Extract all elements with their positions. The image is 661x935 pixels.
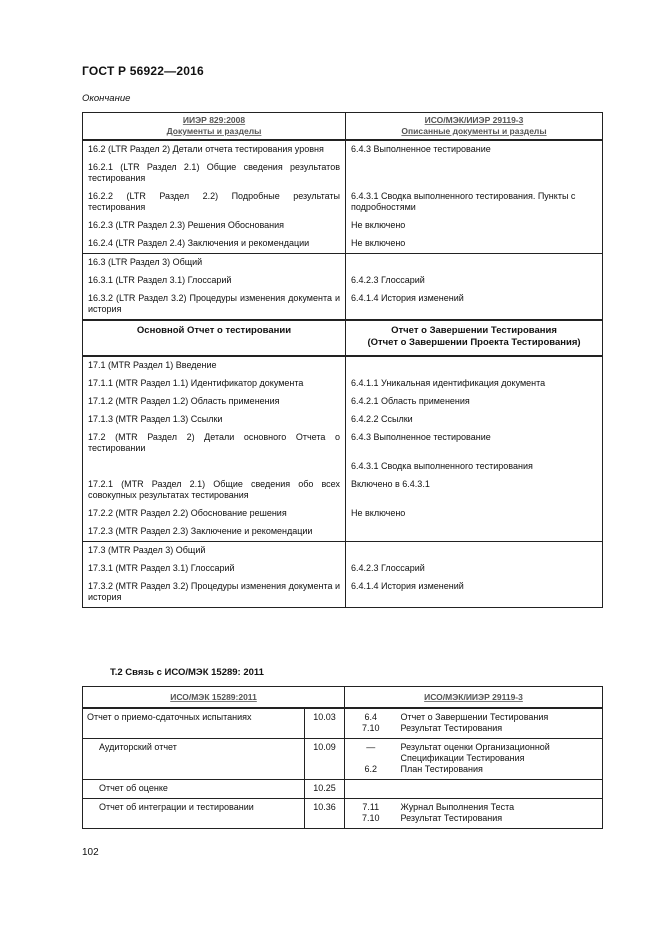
table-row: 17.2.1 (MTR Раздел 2.1) Общие сведения обо всех совокупных результатах тестирования Включено в 6.4.3.1	[83, 476, 603, 505]
table-row: 16.2 (LTR Раздел 2) Детали отчета тестирования уровня 6.4.3 Выполненное тестирование	[83, 140, 603, 159]
header-left: ИСО/МЭК 15289:2011	[83, 687, 345, 709]
table-row: 17.1.2 (MTR Раздел 1.2) Область применения 6.4.2.1 Область применения	[83, 393, 603, 411]
table-row: 17.3 (MTR Раздел 3) Общий	[83, 542, 603, 561]
mapping-table-829	[82, 112, 603, 608]
table-row: 16.2.4 (LTR Раздел 2.4) Заключения и рекомендации Не включено	[83, 235, 603, 254]
table-row: Аудиторский отчет 10.09 — 6.2 Результат оценки Организационной Спецификации Тестирования План Тестирования	[83, 739, 603, 780]
table-row: 17.2 (MTR Раздел 2) Детали основного Отчета о тестировании 6.4.3 Выполненное тестирование	[83, 429, 603, 458]
document-title: ГОСТ Р 56922—2016	[82, 64, 204, 78]
page-number: 102	[82, 847, 99, 858]
table-row: Отчет об оценке 10.25	[83, 780, 603, 799]
table-row: 16.2.2 (LTR Раздел 2.2) Подробные результаты тестирования 6.4.3.1 Сводка выполненного тестирования. Пункты с подробностями	[83, 188, 603, 217]
table-row: 17.3.1 (MTR Раздел 3.1) Глоссарий 6.4.2.3 Глоссарий	[83, 560, 603, 578]
section-title-t2: Т.2 Связь с ИСО/МЭК 15289: 2011	[110, 667, 264, 678]
table-row: 17.2.2 (MTR Раздел 2.2) Обоснование решения Не включено	[83, 505, 603, 523]
table-row: 16.3 (LTR Раздел 3) Общий	[83, 254, 603, 273]
mapping-table-15289	[82, 686, 603, 829]
table-row: Отчет об интеграции и тестировании 10.36 7.11 7.10 Журнал Выполнения Теста Результат Тестирования	[83, 799, 603, 829]
table-row: 17.1.1 (MTR Раздел 1.1) Идентификатор документа 6.4.1.1 Уникальная идентификация документа	[83, 375, 603, 393]
table-row: 16.3.1 (LTR Раздел 3.1) Глоссарий 6.4.2.3 Глоссарий	[83, 272, 603, 290]
table-row: 16.2.1 (LTR Раздел 2.1) Общие сведения результатов тестирования	[83, 159, 603, 188]
table-continuation-label: Окончание	[82, 93, 131, 104]
header-right: ИСО/МЭК/ИИЭР 29119-3	[345, 687, 603, 709]
table-row: 17.1.3 (MTR Раздел 1.3) Ссылки 6.4.2.2 Ссылки	[83, 411, 603, 429]
table-row: 16.2.3 (LTR Раздел 2.3) Решения Обоснования Не включено	[83, 217, 603, 235]
table-row: 17.3.2 (MTR Раздел 3.2) Процедуры изменения документа и история 6.4.1.4 История изменений	[83, 578, 603, 608]
table-row: 17.1 (MTR Раздел 1) Введение	[83, 356, 603, 375]
section-header-row: Основной Отчет о тестировании Отчет о Завершении Тестирования (Отчет о Завершении Проекта Тестирования)	[83, 320, 603, 356]
table-row: 16.3.2 (LTR Раздел 3.2) Процедуры изменения документа и история 6.4.1.4 История изменений	[83, 290, 603, 320]
header-right: ИСО/МЭК/ИИЭР 29119-3 Описанные документы и разделы	[346, 113, 603, 141]
table-row: 17.2.3 (MTR Раздел 2.3) Заключение и рекомендации	[83, 523, 603, 542]
table-row: 6.4.3.1 Сводка выполненного тестирования	[83, 458, 603, 476]
header-left: ИИЭР 829:2008 Документы и разделы	[83, 113, 346, 141]
table-row: Отчет о приемо-сдаточных испытаниях 10.03 6.4 7.10 Отчет о Завершении Тестирования Результат Тестирования	[83, 708, 603, 739]
